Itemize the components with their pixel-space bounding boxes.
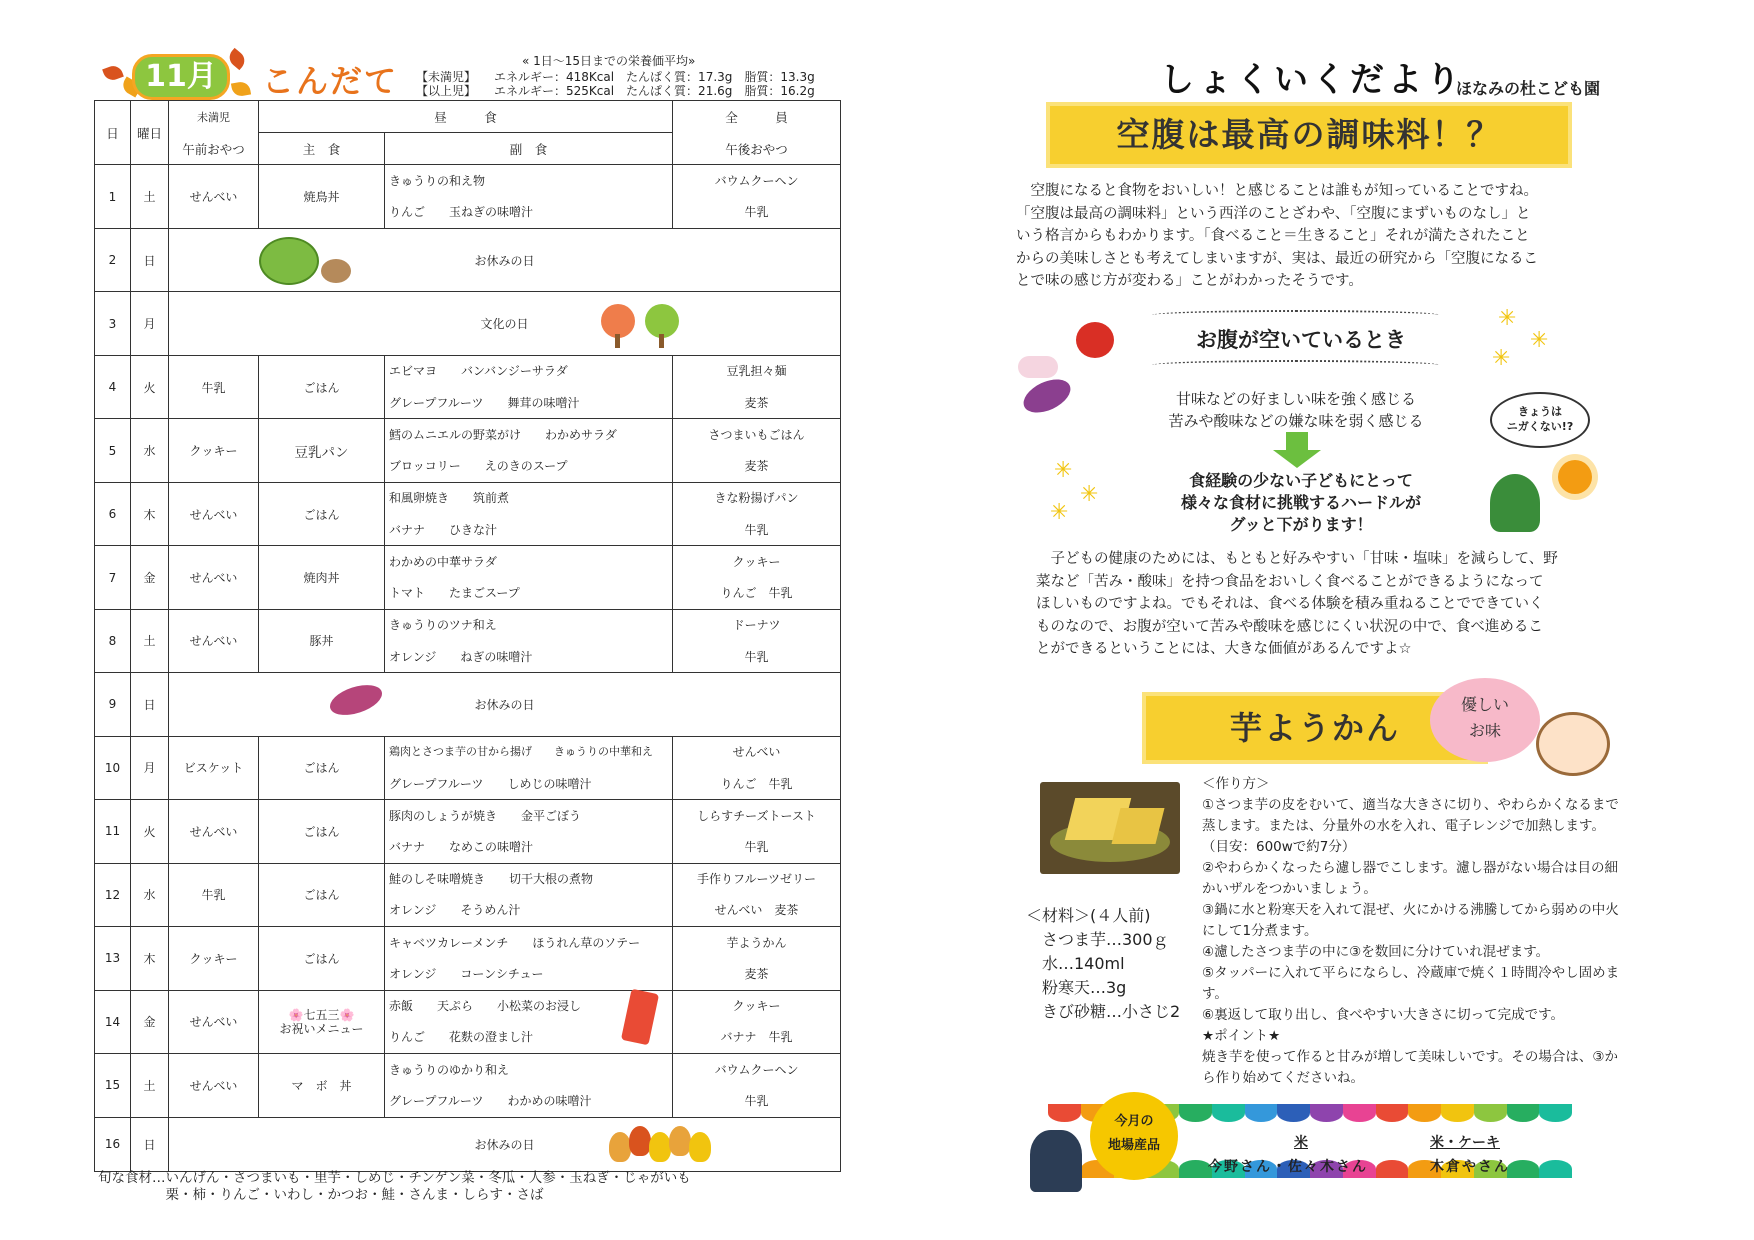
stripe-scallop [1245,1104,1278,1122]
side-dishes [385,927,673,990]
side-dish-1: きゅうりの和え物 [389,174,486,189]
weekday: 水 [131,419,169,482]
header-afternoon-snack: 午後おやつ [673,133,841,165]
weekday: 木 [131,482,169,545]
autumn-tree-icon [649,1132,671,1162]
banner-recipe: 芋ようかん [1142,692,1488,764]
header-all: 全 員 [673,101,841,133]
day-number: 13 [95,927,131,990]
star-icon: ✳ [1050,500,1069,525]
table-row [95,482,841,545]
hungry-line-2: 苦みや酸味などの嫌な味を弱く感じる [1168,412,1424,430]
nutrition-caption: « 1日～15日までの栄養価平均» [522,54,696,68]
day-number: 3 [95,292,131,355]
intro-paragraph: 空腹になると食物をおいしい！と感じることは誰もが知っていることですね。 「空腹は最高の調味料」という西洋のことざわや、「空腹にまずいものなし」と いう格言からもわかります。「食べること＝生きること」それが満たされたこと からの美味しさとも考えてしまいますが、実は、最近の研究から「空腹になるこ とで味の感じ方が変わる」ことがわかったそうです。 [1016,183,1538,289]
hungry-line-1: 甘味などの好ましい味を強く感じる [1175,390,1416,408]
stripe-scallop [1179,1104,1212,1122]
seasonal-foods: 旬な食材…いんげん・さつまいも・里芋・しめじ・チンゲン菜・冬瓜・人参・玉ねぎ・じゃがいも 栗・柿・りんご・いわし・かつお・鮭・さんま・しらす・さば [98,1170,691,1203]
afternoon-snack-1: クッキー [732,554,781,569]
local-farmer-2: 木倉やさん [1430,1159,1510,1175]
afternoon-snack [673,165,841,228]
day-number: 5 [95,419,131,482]
nutrition-row-under3: 【未満児】 エネルギー：418Kcal たんぱく質：17.3g 脂質：13.3g [416,70,815,84]
hurdle-message: 食経験の少ない子どもにとって 様々な食材に挑戦するハードルが グッと下がります！ [1180,471,1421,534]
morning-snack: ビスケット [169,736,259,799]
day-number: 11 [95,800,131,863]
day-number: 9 [95,673,131,736]
morning-snack: 牛乳 [169,355,259,418]
header-morning-snack: 午前おやつ [169,133,259,165]
weekday: 日 [131,673,169,736]
samurai-mascot-icon [1030,1130,1082,1192]
stripe-scallop [1048,1104,1081,1122]
spinach-icon [1490,474,1540,532]
stripe-scallop [1310,1104,1343,1122]
side-dishes [385,736,673,799]
tree-icon [601,304,635,338]
afternoon-snack-1: きな粉揚げパン [714,491,799,506]
day-number: 4 [95,355,131,418]
banner-hunger: 空腹は最高の調味料！？ [1046,102,1572,168]
stripe-scallop [1539,1160,1572,1178]
table-row [95,927,841,990]
day-number: 14 [95,990,131,1053]
stripe-scallop [1441,1104,1474,1122]
menu-table [94,100,841,1172]
header-lunch: 昼 食 [259,101,673,133]
weekday: 土 [131,1054,169,1117]
stripe-scallop [1343,1104,1376,1122]
weekday: 土 [131,609,169,672]
table-row [95,355,841,418]
table-row [95,673,841,736]
side-dishes [385,355,673,418]
tree-trunk [659,334,664,348]
sweet-potato-icon [1018,373,1075,420]
header-staple: 主 食 [259,133,385,165]
side-dish-2: トマト たまごスープ [389,586,520,601]
weekday: 木 [131,927,169,990]
side-dish-2: ブロッコリー えのきのスープ [389,459,568,474]
table-row [95,800,841,863]
side-dish-1: きゅうりのツナ和え [389,618,497,633]
down-arrow-head [1273,450,1321,468]
weekday: 金 [131,546,169,609]
afternoon-snack-2: 麦茶 [744,459,769,474]
side-dish-2: バナナ なめこの味噌汁 [389,840,534,854]
afternoon-snack [673,736,841,799]
star-icon: ✳ [1054,458,1073,483]
staple: ごはん [259,736,385,799]
weekday: 火 [131,355,169,418]
afternoon-snack-2: 牛乳 [744,649,769,664]
month-badge: 11月 [132,54,230,100]
staple: 豚丼 [259,609,385,672]
side-dishes [385,863,673,926]
side-dish-1: 和風卵焼き 筑前煮 [389,491,510,506]
table-row [95,1054,841,1117]
table-row [95,165,841,228]
apple-icon [1076,322,1114,358]
table-row [95,990,841,1053]
side-dishes [385,609,673,672]
day-number: 1 [95,165,131,228]
stripe-scallop [1408,1104,1441,1122]
leaf-icon [231,81,251,98]
local-item-2: 米・ケーキ [1430,1135,1500,1151]
day-number: 6 [95,482,131,545]
weekday: 水 [131,863,169,926]
weekday: 火 [131,800,169,863]
side-dish-2: オレンジ コーンシチュー [389,966,544,981]
staple: ごはん [259,927,385,990]
side-dish-2: オレンジ ねぎの味噌汁 [389,649,533,664]
side-dish-1: 鱈のムニエルの野菜がけ わかめサラダ [389,427,617,442]
table-row [95,228,841,291]
morning-snack: 牛乳 [169,863,259,926]
local-farmer-1: 今野さん・佐々木さん [1208,1159,1368,1175]
staple: ごはん [259,863,385,926]
stripe-scallop [1539,1104,1572,1122]
side-dish-2: グレープフルーツ わかめの味噌汁 [389,1093,592,1108]
local-produce-label: 今月の 地場産品 [1090,1092,1178,1180]
side-dish-1: 鮭のしそ味噌焼き 切干大根の煮物 [389,872,594,887]
morning-snack: せんべい [169,990,259,1053]
side-dishes [385,800,673,863]
steam-cloud-icon [1018,356,1058,378]
recipe-steps: ＜作り方＞ ①さつま芋の皮をむいて、適当な大きさに切り、やわらかくなるまで 蒸します。または、分量外の水を入れ、電子レンジで加熱します。 （目安：600wで約7分） ②やわらかくなったら濾し器でこします。濾し器がない場合は目の細 かいザルをつかいましょう。 ③鍋に水と粉寒天を入れて混ぜ、火にかける沸騰してから弱めの中火 にして1分煮ます。 ④濾したさつま芋の中に③を数回に分けていれ混ぜます。 ⑤タッパーに入れて平らにならし、冷蔵庫で焼く１時間冷やし固めま す。 ⑥裏返して取り出し、食べやすい大きさに切って完成です。 ★ポイント★ 焼き芋を使って作ると甘みが増して美味しいです。その場合は、③か ら作り始めてくださいね。 [1202,776,1620,1086]
afternoon-snack-2: バナナ 牛乳 [720,1030,793,1045]
star-icon: ✳ [1492,346,1511,371]
yokan-piece [1112,808,1165,844]
imo-yokan-photo [1040,782,1180,874]
afternoon-snack-2: 麦茶 [744,966,769,981]
side-dishes [385,165,673,228]
body-paragraph: 子どもの健康のためには、もともと好みやすい「甘味・塩味」を減らして、野 菜など「苦み・酸味」を持つ食品をおいしく食べることができるようになって ほしいものですよね。でもそれは、食べる体験を積み重ねることでできていく ものなので、お腹が空いて苦みや酸味を感じにくい状況の中で、食べ進めるこ とができるということには、大きな価値があるんですよ☆ [1036,551,1558,657]
afternoon-snack [673,927,841,990]
hungry-heading: お腹が空いているとき [1196,328,1406,352]
school-name: ほなみの杜こども園 [1456,79,1601,98]
holiday-cell [169,673,841,736]
gentle-taste-badge: 優しい お味 [1430,678,1540,762]
afternoon-snack-1: ドーナツ [732,618,781,633]
staple: 焼肉丼 [259,546,385,609]
table-row [95,419,841,482]
morning-snack: せんべい [169,609,259,672]
afternoon-snack-2: 牛乳 [744,205,769,220]
staple: ごはん [259,482,385,545]
sweet-potato-icon [326,680,385,721]
day-number: 2 [95,228,131,291]
table-row [95,292,841,355]
header-under3: 未満児 [169,101,259,133]
side-dish-1: きゅうりのゆかり和え [389,1062,510,1077]
table-row [95,609,841,672]
staple: ごはん [259,800,385,863]
afternoon-snack [673,1054,841,1117]
weekday: 月 [131,292,169,355]
afternoon-snack [673,482,841,545]
wave-divider [1152,360,1440,370]
afternoon-snack-1: 芋ようかん [726,935,787,950]
leaf-icon [102,63,124,82]
morning-snack: せんべい [169,482,259,545]
afternoon-snack [673,546,841,609]
star-icon: ✳ [1498,306,1517,331]
morning-snack: せんべい [169,546,259,609]
afternoon-snack [673,355,841,418]
holiday-cell [169,292,841,355]
speech-bubble: きょうは ニガくない!? [1490,392,1590,448]
morning-snack: クッキー [169,419,259,482]
holiday-label: 文化の日 [480,317,529,332]
afternoon-snack-1: バウムクーヘン [714,174,799,189]
star-icon: ✳ [1530,328,1549,353]
afternoon-snack-1: さつまいもごはん [708,427,805,442]
side-dishes [385,990,673,1053]
holiday-cell [169,228,841,291]
side-dishes [385,419,673,482]
day-number: 15 [95,1054,131,1117]
side-dish-1: エビマヨ バンバンジーサラダ [389,364,568,379]
afternoon-snack-2: 牛乳 [744,522,769,537]
stripe-scallop [1376,1160,1409,1178]
afternoon-snack-1: バウムクーヘン [714,1062,799,1077]
staple: 豆乳パン [259,419,385,482]
afternoon-snack-2: 牛乳 [744,840,769,854]
staple-line-2: お祝いメニュー [279,1021,364,1036]
table-row [95,1117,841,1172]
afternoon-snack [673,863,841,926]
staple: 焼鳥丼 [259,165,385,228]
day-number: 7 [95,546,131,609]
morning-snack: せんべい [169,800,259,863]
stripe-scallop [1179,1160,1212,1178]
side-dishes [385,482,673,545]
star-icon: ✳ [1080,482,1099,507]
afternoon-snack-2: りんご 牛乳 [720,776,793,791]
header-side: 副 食 [385,133,673,165]
side-dishes [385,546,673,609]
weekday: 土 [131,165,169,228]
local-item-1: 米 [1294,1135,1308,1151]
side-dish-1: わかめの中華サラダ [389,554,497,569]
holiday-label: お休みの日 [474,253,535,268]
leaf-icon [226,48,249,70]
afternoon-snack-1: クッキー [732,999,781,1014]
girl-face-icon [1536,712,1610,776]
morning-snack: せんべい [169,1054,259,1117]
table-row [95,736,841,799]
table-row [95,863,841,926]
afternoon-snack-2: りんご 牛乳 [720,586,793,601]
stripe-scallop [1507,1160,1540,1178]
morning-snack: クッキー [169,927,259,990]
side-dish-2: オレンジ そうめん汁 [389,903,521,918]
autumn-tree-icon [669,1126,691,1156]
tree-trunk [615,334,620,348]
afternoon-snack [673,419,841,482]
side-dishes [385,1054,673,1117]
taro-icon [321,259,351,283]
afternoon-snack [673,609,841,672]
wave-divider [1152,310,1440,320]
pumpkin-icon [259,237,319,285]
header-weekday: 曜日 [131,101,169,165]
stripe-scallop [1277,1104,1310,1122]
day-number: 10 [95,736,131,799]
side-dish-1: キャベツカレーメンチ ほうれん草のソテー [389,935,641,950]
weekday: 日 [131,1117,169,1172]
weekday: 日 [131,228,169,291]
side-dish-1: 鶏肉とさつま芋の甘から揚げ きゅうりの中華和え [389,745,653,759]
stripe-scallop [1376,1104,1409,1122]
staple: ごはん [259,355,385,418]
staple [259,990,385,1053]
stripe-scallop [1212,1104,1245,1122]
table-row [95,546,841,609]
holiday-label: お休みの日 [474,697,535,712]
side-dish-2: りんご 花麩の澄まし汁 [389,1030,534,1045]
ingredients: ＜材料＞(４人前) さつま芋…300ｇ 水…140ml 粉寒天…3g きび砂糖…小さじ2 [1026,906,1181,1021]
side-dish-1: 豚肉のしょうが焼き 金平ごぼう [389,808,582,823]
header-day: 日 [95,101,131,165]
side-dish-2: グレープフルーツ しめじの味噌汁 [389,776,592,791]
stripe-scallop [1507,1104,1540,1122]
afternoon-snack [673,990,841,1053]
side-dish-2: グレープフルーツ 舞茸の味噌汁 [389,395,580,410]
afternoon-snack-2: 牛乳 [744,1093,769,1108]
nutrition-row-over3: 【以上児】 エネルギー：525Kcal たんぱく質：21.6g 脂質：16.2g [416,84,815,98]
morning-snack: せんべい [169,165,259,228]
holiday-cell [169,1117,841,1172]
staple: マ ボ 丼 [259,1054,385,1117]
afternoon-snack-1: 手作りフルーツゼリー [696,872,817,887]
weekday: 月 [131,736,169,799]
stripe-scallop [1474,1104,1507,1122]
day-number: 12 [95,863,131,926]
day-number: 8 [95,609,131,672]
weekday: 金 [131,990,169,1053]
autumn-tree-icon [629,1126,651,1156]
afternoon-snack-1: 豆乳担々麺 [726,364,787,379]
afternoon-snack-2: 麦茶 [744,395,769,410]
side-dish-2: りんご 玉ねぎの味噌汁 [389,205,534,220]
newsletter-title: しょくいくだより [1160,60,1464,100]
afternoon-snack [673,800,841,863]
afternoon-snack-1: しらすチーズトースト [697,808,816,823]
menu-title: こんだて [262,62,399,100]
down-arrow-icon [1286,432,1308,450]
autumn-tree-icon [689,1132,711,1162]
afternoon-snack-2: せんべい 麦茶 [714,903,799,918]
side-dish-2: バナナ ひきな汁 [389,522,498,537]
staple-line-1: 🌸七五三🌸 [288,1007,355,1022]
tree-icon [645,304,679,338]
autumn-tree-icon [609,1132,631,1162]
holiday-label: お休みの日 [474,1137,535,1152]
day-number: 16 [95,1117,131,1172]
side-dish-1: 赤飯 天ぷら 小松菜のお浸し [389,999,582,1014]
afternoon-snack-1: せんべい [732,745,781,760]
sun-icon [1558,460,1592,494]
